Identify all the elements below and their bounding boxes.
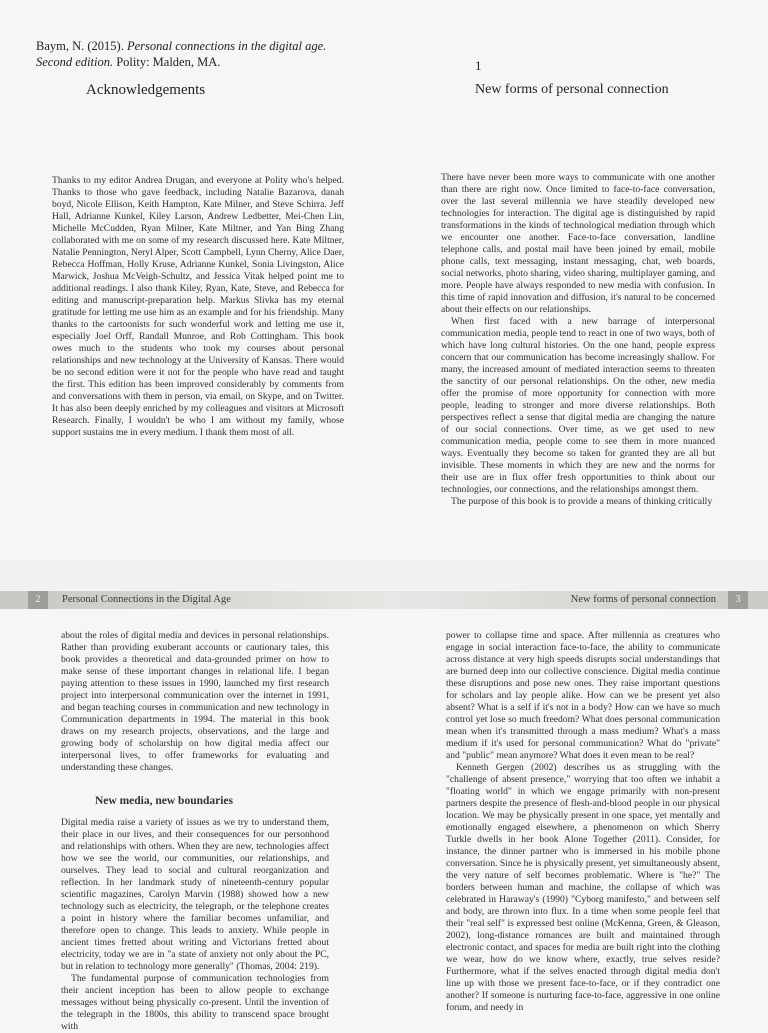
citation-text xyxy=(36,38,356,70)
body-paragraph: There have never been more ways to communicate with one another than there are right now. Once limited to face-to-face conversation, over the last several millennia we have steadily developed new technologies for interaction. The digital age is distinguished by rapid transformations in the kinds of technological mediation through which we encounter one another. Face-to-face conversation, landline telephone calls, and postal mail have been joined by email, mobile phone calls, text messaging, instant messaging, chat, web boards, social networks, photo sharing, video sharing, multiplayer gaming, and more. People have always responded to new media with confusion. In this time of rapid innovation and diffusion, it's natural to be concerned about their effects on our relationships. xyxy=(441,172,715,315)
citation-publisher: Polity: Malden, MA. xyxy=(113,55,221,69)
section-subheading: New media, new boundaries xyxy=(95,795,234,807)
citation-authors: Baym, N. (2015). xyxy=(36,39,127,53)
page-number-box: 2 xyxy=(28,591,48,609)
body-paragraph: The purpose of this book is to provide a means of thinking critically xyxy=(451,496,713,507)
body-paragraph: power to collapse time and space. After millennia as creatures who engage in social interaction face-to-face, the ability to communicate across distance at very high speeds disrupts social understandings that are burned deep into our collective conscience. Digital media continue these disruptions and pose new ones. They raise important questions for scholars and lay people alike. How can we be present yet also absent? What is a self if it's not in a body? How can we have so much control yet lose so much freedom? What does personal communication mean when it's transmitted through a mass medium? What's a mass medium if it's used for personal communication? What do "private" and "public" mean anymore? What does it even mean to be real? xyxy=(446,630,720,761)
acknowledgements-heading: Acknowledgements xyxy=(86,82,206,98)
chapter-1-body-top xyxy=(441,172,715,508)
chapter-title: New forms of personal connection xyxy=(475,82,669,97)
page-2-body-top xyxy=(61,630,329,774)
body-paragraph: The fundamental purpose of communication technologies from their ancient inception has been to allow people to exchange messages without being physically co-present. Until the invention of the telegraph in the 1800s, this ability to transcend space brought with xyxy=(61,973,329,1032)
body-paragraph: When first faced with a new barrage of interpersonal communication media, people tend to react in one of two ways, both of which have long cultural histories. On the one hand, people express concern that our communication has become increasingly shallow. For many, the increased amount of mediated interaction seems to threaten the sanctity of our personal relationships. On the other, new media offer the promise of more opportunity for connection with more people, leading to stronger and more diverse relationships. Both perspectives reflect a sense that digital media are changing the nature of our social connections. Over time, as we get used to new communication media, people come to see them in more nuanced ways. Eventually they become so taken for granted they are all but invisible. These moments in which they are new and the norms for their use are in flux offer fresh opportunities to think about our technologies, our connections, and the relationships amongst them. xyxy=(441,316,715,495)
page-number-box: 3 xyxy=(728,591,748,609)
running-head-title: Personal Connections in the Digital Age xyxy=(62,594,231,605)
chapter-number: 1 xyxy=(475,58,482,73)
page-gap xyxy=(0,560,768,590)
running-head-title: New forms of personal connection xyxy=(570,594,716,605)
body-paragraph: about the roles of digital media and devices in personal relationships. Rather than providing exuberant accounts or cautionary tales, this book provides a theoretical and data-grounded primer on how to make sense of these important changes in relational life. I began paying attention to these issues in 1990, launched my first research project into interpersonal communication over the internet in 1991, and began teaching courses in communication and new technology in Communication departments in 1994. The material in this book draws on my research projects, observations, and the large and growing body of scholarship on how digital media affect our interpersonal lives, to offer frameworks for evaluating and understanding these changes. xyxy=(61,630,329,773)
acknowledgements-body xyxy=(52,175,344,439)
page-3-body xyxy=(446,630,720,1014)
running-head-right xyxy=(384,591,768,609)
body-paragraph: Kenneth Gergen (2002) describes us as struggling with the "challenge of absent presence," worrying that too often we inhabit a "floating world" in which we engage primarily with non-present partners despite the presence of flesh-and-blood people in our physical location. We may be physically present in one space, yet mentally and emotionally engaged elsewhere, a phenomenon on which Sherry Turkle dwells in her book Alone Together (2011). Consider, for instance, the dinner partner who is immersed in his mobile phone conversation. Since he is physically present, yet simultaneously absent, the very nature of self becomes problematic. Where is "he?" The borders between human and machine, the collapse of which was celebrated in Haraway's (1990) "Cyborg manifesto," and between self and body, are thrown into flux. In a time when some people feel that their "real self" is expressed best online (McKenna, Green, & Gleason, 2002), long-distance romances are built and maintained through electronic contact, and spaces for media are built right into the clothing we wear, how do we know where, exactly, true selves reside? Furthermore, what if the selves enacted through digital media don't line up with those we present face-to-face, or if they contradict one another? If someone is nurturing face-to-face, aggressive in one online forum, and needy in xyxy=(446,762,720,1013)
acknowledgements-paragraph: Thanks to my editor Andrea Drugan, and everyone at Polity who's helped. Thanks to those who gave feedback, including Natalie Bazarova, danah boyd, Nicole Ellison, Keith Hampton, Kate Milner, and Steve Schirra. Jeff Hall, Adrianne Kunkel, Kiley Larson, Andrew Ledbetter, Mei-Chen Lin, Michelle McCudden, Ryan Milner, Kate Miltner, and Yan Bing Zhang collaborated with me on some of my research discussed here. Kate Miltner, Natalie Pennington, Neryl Alper, Scott Campbell, Lynn Cherny, Alice Daer, Rebecca Hoffman, Holly Kruse, Adrianne Kunkel, Sonia Livingston, Alice Marwick, Joshua McVeigh-Schultz, and Jessica Vitak helped point me to additional readings. I also thank Kiley, Ryan, Kate, Steve, and Rebecca for editing and manuscript-preparation help. Markus Slivka has my eternal gratitude for letting me use him as an example and for his friendship. Many thanks to the cartoonists for such wonderful work and letting me use it, especially Joel Orff, Randall Munroe, and Rob Cottingham. This book owes much to the students who took my courses about personal relationships and new technology at the University of Kansas. There would be no second edition were it not for the people who have read and taught the first. This edition has been improved considerably by comments from and conversations with them in person, via email, on Skype, and on Twitter. It has also been deeply enriched by my colleagues and visitors at Microsoft Research. Finally, I wouldn't be who I am without my family, whose support sustains me in every medium. I thank them most of all. xyxy=(52,175,344,438)
body-paragraph: Digital media raise a variety of issues as we try to understand them, their place in our lives, and their consequences for our personhood and relationships with others. When they are new, technologies affect how we see the world, our communities, our relationships, and ourselves. They lead to social and cultural reorganization and reflection. In her landmark study of nineteenth-century popular scientific magazines, Carolyn Marvin (1988) showed how a new technology such as electricity, the telegraph, or the telephone creates a point in history where the familiar becomes unfamiliar, and therefore open to change. This leads to anxiety. While people in ancient times fretted about writing and Victorians fretted about electricity, today we are in "a state of anxiety not only about the PC, but in relation to technology more generally" (Thomas, 2004: 219). xyxy=(61,817,329,972)
citation-book-title: Personal connections in the digital age. Second edition. xyxy=(36,39,327,69)
running-head-left xyxy=(0,591,384,609)
page-2-body-bottom xyxy=(61,817,329,1033)
